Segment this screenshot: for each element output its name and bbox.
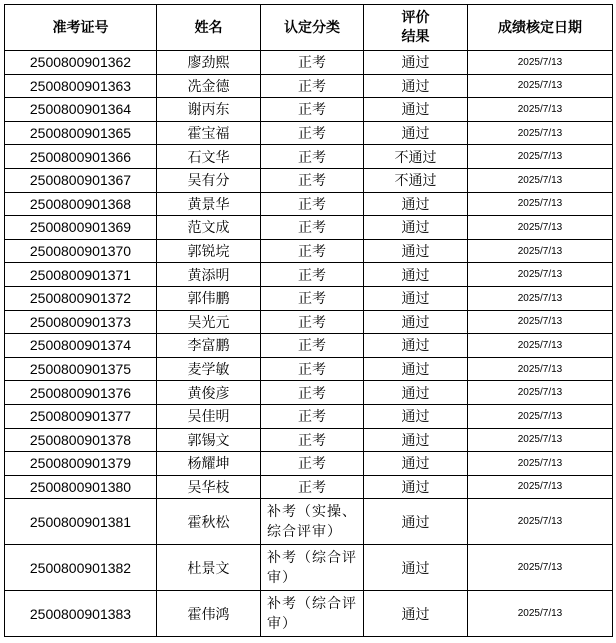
category-cell: 补考（综合评审） <box>261 591 364 637</box>
date-cell: 2025/7/13 <box>468 74 613 98</box>
exam-id-cell: 2500800901373 <box>5 310 157 334</box>
result-cell: 通过 <box>364 452 468 476</box>
name-cell: 霍秋松 <box>157 499 261 545</box>
date-cell: 2025/7/13 <box>468 404 613 428</box>
exam-id-cell: 2500800901383 <box>5 591 157 637</box>
date-cell: 2025/7/13 <box>468 310 613 334</box>
result-cell: 不通过 <box>364 168 468 192</box>
date-cell: 2025/7/13 <box>468 51 613 75</box>
exam-id-cell: 2500800901374 <box>5 334 157 358</box>
category-cell: 补考（综合评审） <box>261 545 364 591</box>
category-cell: 正考 <box>261 168 364 192</box>
category-cell: 正考 <box>261 404 364 428</box>
result-cell: 通过 <box>364 239 468 263</box>
exam-id-cell: 2500800901376 <box>5 381 157 405</box>
category-cell: 正考 <box>261 334 364 358</box>
exam-id-cell: 2500800901372 <box>5 286 157 310</box>
result-cell: 通过 <box>364 475 468 499</box>
category-cell: 补考（实操、综合评审） <box>261 499 364 545</box>
exam-id-cell: 2500800901382 <box>5 545 157 591</box>
exam-id-cell: 2500800901379 <box>5 452 157 476</box>
result-cell: 通过 <box>364 310 468 334</box>
exam-id-cell: 2500800901369 <box>5 216 157 240</box>
name-cell: 郭伟鹏 <box>157 286 261 310</box>
table-row <box>5 98 613 122</box>
header-exam-id: 准考证号 <box>5 5 157 51</box>
exam-id-cell: 2500800901377 <box>5 404 157 428</box>
table-row <box>5 121 613 145</box>
results-table <box>4 4 613 637</box>
category-cell: 正考 <box>261 216 364 240</box>
category-cell: 正考 <box>261 452 364 476</box>
exam-id-cell: 2500800901370 <box>5 239 157 263</box>
header-date: 成绩核定日期 <box>468 5 613 51</box>
result-cell: 通过 <box>364 404 468 428</box>
header-result-line2: 结果 <box>401 28 430 45</box>
name-cell: 吴光元 <box>157 310 261 334</box>
category-cell: 正考 <box>261 381 364 405</box>
name-cell: 郭锡文 <box>157 428 261 452</box>
category-cell: 正考 <box>261 145 364 169</box>
name-cell: 谢丙东 <box>157 98 261 122</box>
name-cell: 吴有分 <box>157 168 261 192</box>
category-cell: 正考 <box>261 428 364 452</box>
exam-id-cell: 2500800901368 <box>5 192 157 216</box>
date-cell: 2025/7/13 <box>468 499 613 545</box>
date-cell: 2025/7/13 <box>468 381 613 405</box>
table-row <box>5 357 613 381</box>
table-row <box>5 168 613 192</box>
header-category: 认定分类 <box>261 5 364 51</box>
name-cell: 廖劲熙 <box>157 51 261 75</box>
date-cell: 2025/7/13 <box>468 263 613 287</box>
category-cell: 正考 <box>261 192 364 216</box>
category-cell: 正考 <box>261 51 364 75</box>
date-cell: 2025/7/13 <box>468 192 613 216</box>
result-cell: 通过 <box>364 428 468 452</box>
result-cell: 通过 <box>364 51 468 75</box>
exam-id-cell: 2500800901371 <box>5 263 157 287</box>
date-cell: 2025/7/13 <box>468 475 613 499</box>
category-cell: 正考 <box>261 357 364 381</box>
table-row <box>5 381 613 405</box>
name-cell: 麦学敏 <box>157 357 261 381</box>
date-cell: 2025/7/13 <box>468 428 613 452</box>
category-cell: 正考 <box>261 286 364 310</box>
name-cell: 黄俊彦 <box>157 381 261 405</box>
table-row <box>5 310 613 334</box>
result-cell: 通过 <box>364 545 468 591</box>
result-cell: 通过 <box>364 216 468 240</box>
date-cell: 2025/7/13 <box>468 452 613 476</box>
exam-id-cell: 2500800901362 <box>5 51 157 75</box>
exam-id-cell: 2500800901375 <box>5 357 157 381</box>
name-cell: 黄景华 <box>157 192 261 216</box>
category-cell: 正考 <box>261 263 364 287</box>
result-cell: 通过 <box>364 334 468 358</box>
exam-id-cell: 2500800901381 <box>5 499 157 545</box>
name-cell: 郭锐垸 <box>157 239 261 263</box>
name-cell: 杜景文 <box>157 545 261 591</box>
exam-id-cell: 2500800901363 <box>5 74 157 98</box>
table-row <box>5 239 613 263</box>
header-name: 姓名 <box>157 5 261 51</box>
table-row <box>5 263 613 287</box>
date-cell: 2025/7/13 <box>468 216 613 240</box>
result-cell: 通过 <box>364 263 468 287</box>
date-cell: 2025/7/13 <box>468 168 613 192</box>
result-cell: 通过 <box>364 98 468 122</box>
result-cell: 通过 <box>364 357 468 381</box>
date-cell: 2025/7/13 <box>468 591 613 637</box>
name-cell: 杨耀坤 <box>157 452 261 476</box>
result-cell: 通过 <box>364 381 468 405</box>
date-cell: 2025/7/13 <box>468 545 613 591</box>
exam-id-cell: 2500800901367 <box>5 168 157 192</box>
name-cell: 黄添明 <box>157 263 261 287</box>
category-cell: 正考 <box>261 239 364 263</box>
exam-id-cell: 2500800901365 <box>5 121 157 145</box>
date-cell: 2025/7/13 <box>468 121 613 145</box>
result-cell: 不通过 <box>364 145 468 169</box>
table-row <box>5 452 613 476</box>
category-cell: 正考 <box>261 121 364 145</box>
date-cell: 2025/7/13 <box>468 239 613 263</box>
table-row <box>5 286 613 310</box>
exam-id-cell: 2500800901366 <box>5 145 157 169</box>
header-result-line1: 评价 <box>401 9 430 26</box>
category-cell: 正考 <box>261 98 364 122</box>
result-cell: 通过 <box>364 74 468 98</box>
table-row <box>5 545 613 591</box>
table-row <box>5 74 613 98</box>
header-row <box>5 5 613 51</box>
name-cell: 吴佳明 <box>157 404 261 428</box>
name-cell: 李富鹏 <box>157 334 261 358</box>
header-result <box>364 5 468 51</box>
table-row <box>5 404 613 428</box>
result-cell: 通过 <box>364 499 468 545</box>
table-row <box>5 428 613 452</box>
date-cell: 2025/7/13 <box>468 334 613 358</box>
name-cell: 吴华枝 <box>157 475 261 499</box>
exam-id-cell: 2500800901364 <box>5 98 157 122</box>
table-row <box>5 499 613 545</box>
table-row <box>5 334 613 358</box>
table-row <box>5 145 613 169</box>
result-cell: 通过 <box>364 286 468 310</box>
date-cell: 2025/7/13 <box>468 145 613 169</box>
category-cell: 正考 <box>261 74 364 98</box>
date-cell: 2025/7/13 <box>468 98 613 122</box>
name-cell: 范文成 <box>157 216 261 240</box>
name-cell: 霍伟鸿 <box>157 591 261 637</box>
name-cell: 石文华 <box>157 145 261 169</box>
category-cell: 正考 <box>261 475 364 499</box>
table-row <box>5 591 613 637</box>
category-cell: 正考 <box>261 310 364 334</box>
table-row <box>5 51 613 75</box>
table-row <box>5 192 613 216</box>
result-cell: 通过 <box>364 192 468 216</box>
exam-id-cell: 2500800901378 <box>5 428 157 452</box>
result-cell: 通过 <box>364 591 468 637</box>
table-row <box>5 475 613 499</box>
result-cell: 通过 <box>364 121 468 145</box>
table-row <box>5 216 613 240</box>
name-cell: 冼金德 <box>157 74 261 98</box>
table-body <box>5 51 613 637</box>
name-cell: 霍宝福 <box>157 121 261 145</box>
date-cell: 2025/7/13 <box>468 286 613 310</box>
exam-id-cell: 2500800901380 <box>5 475 157 499</box>
date-cell: 2025/7/13 <box>468 357 613 381</box>
